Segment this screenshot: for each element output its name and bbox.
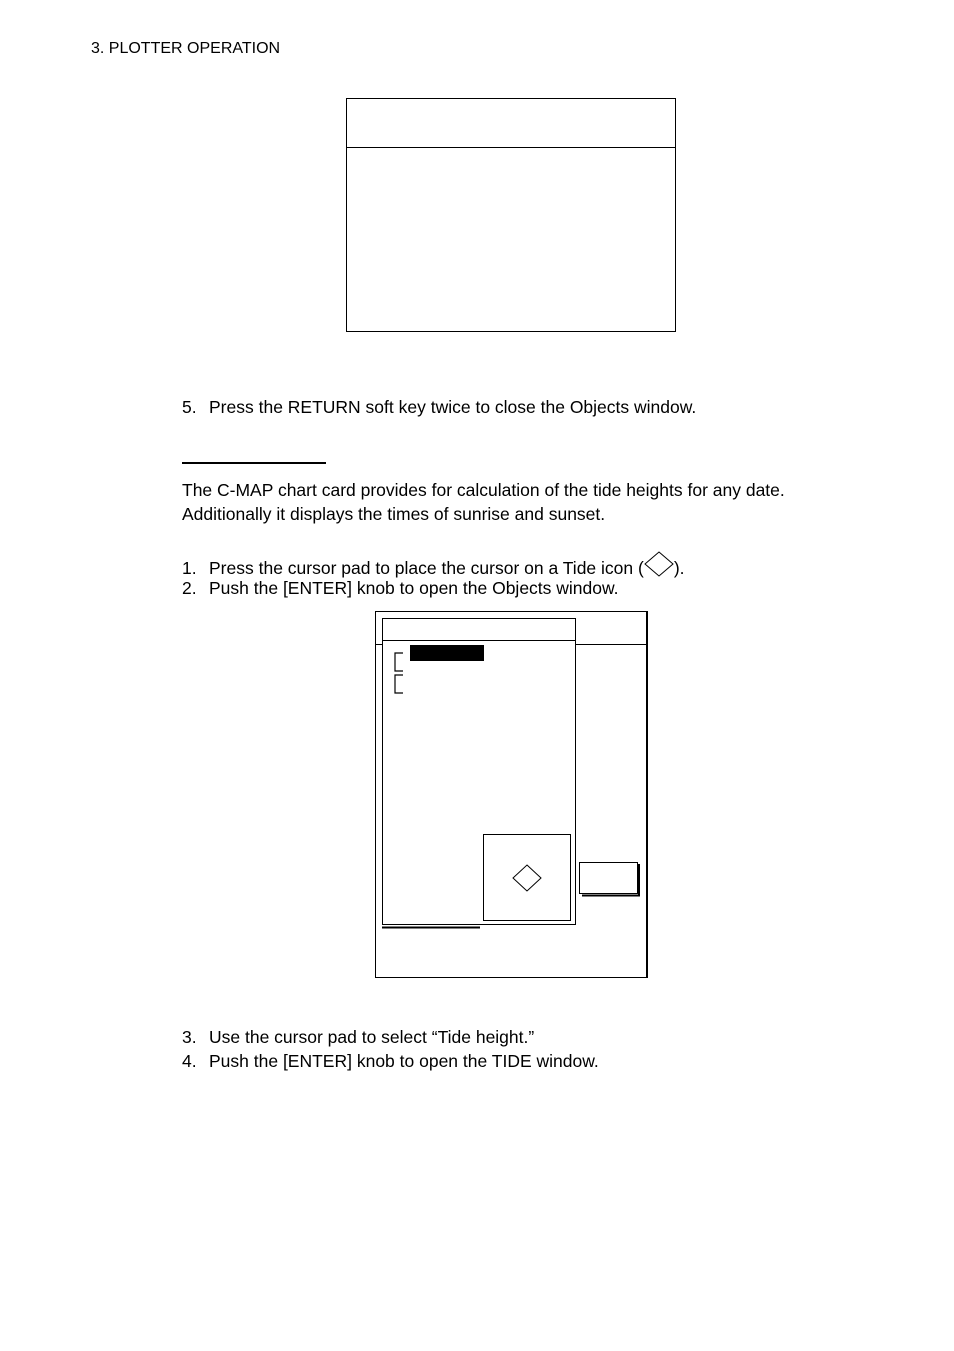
- intro-line-1: The C-MAP chart card provides for calculation of the tide heights for any date.: [182, 480, 785, 500]
- step-number: 4.: [182, 1051, 197, 1071]
- window-title-bar: [347, 99, 675, 148]
- selected-item-highlight: [410, 645, 484, 661]
- step-text: Push the [ENTER] knob to open the TIDE window.: [209, 1051, 599, 1071]
- step-3: [182, 1027, 534, 1048]
- intro-paragraph: [182, 478, 785, 526]
- step-number: 3.: [182, 1027, 197, 1047]
- objects-window-drawing: [375, 611, 648, 978]
- step-text: Push the [ENTER] knob to open the Objects window.: [209, 578, 619, 598]
- running-header: 3. PLOTTER OPERATION: [91, 40, 281, 57]
- window-figure-top: [346, 98, 676, 332]
- step-2: [182, 578, 619, 599]
- step-number: 5.: [182, 397, 197, 417]
- objects-window-figure: [375, 611, 648, 978]
- intro-line-2: Additionally it displays the times of sunrise and sunset.: [182, 504, 606, 524]
- diamond-icon: [644, 551, 674, 577]
- step-text: Press the cursor pad to place the cursor on a Tide icon (: [209, 558, 644, 578]
- step-text-end: ).: [673, 558, 685, 578]
- icon-preview-box: [484, 835, 571, 921]
- section-rule: [182, 462, 326, 464]
- step-number: 2.: [182, 578, 197, 598]
- step-5: [182, 397, 696, 418]
- step-1: [182, 551, 685, 579]
- step-text: Press the RETURN soft key twice to close the Objects window.: [209, 397, 697, 417]
- step-4: [182, 1051, 599, 1072]
- step-number: 1.: [182, 558, 197, 578]
- step-text: Use the cursor pad to select “Tide height.”: [209, 1027, 535, 1047]
- soft-key-button: [580, 863, 638, 894]
